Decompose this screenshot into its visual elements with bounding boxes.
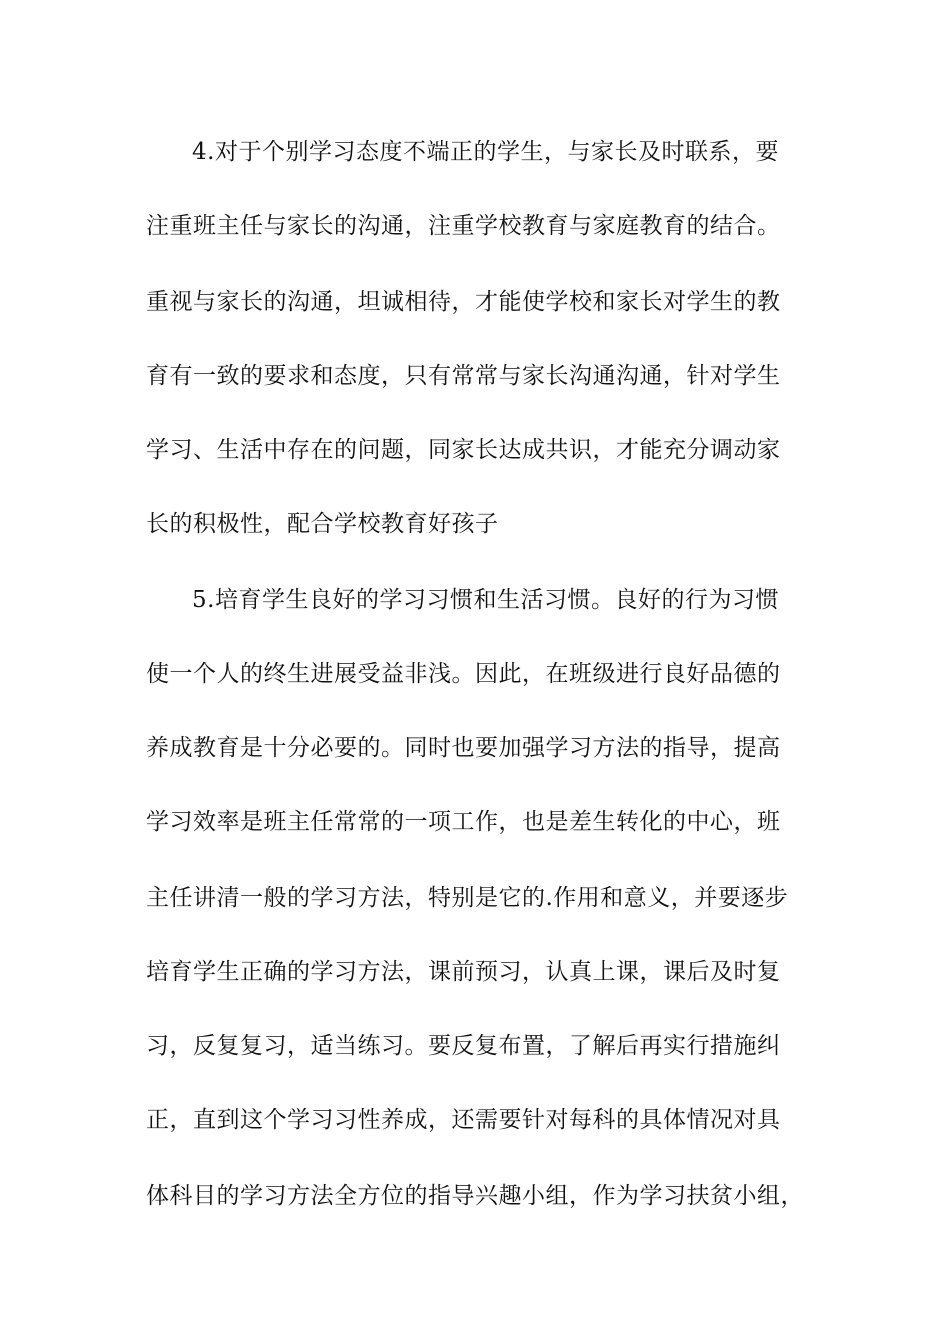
paragraph-4-line-6: 长的积极性，配合学校教育好孩子: [146, 511, 499, 537]
paragraph-4-line-5: 学习、生活中存在的问题，同家长达成共识，才能充分调动家: [146, 437, 781, 463]
paragraph-5-line-6: 培育学生正确的学习方法，课前预习，认真上课，课后及时复: [146, 959, 781, 985]
paragraph-5-line-2: 使一个人的终生进展受益非浅。因此，在班级进行良好品德的: [146, 661, 781, 687]
paragraph-4-line-1: 4.对于个别学习态度不端正的学生，与家长及时联系，要: [192, 139, 779, 165]
paragraph-4-line-4: 育有一致的要求和态度，只有常常与家长沟通沟通，针对学生: [146, 363, 781, 389]
paragraph-5-line-8: 正，直到这个学习习性养成，还需要针对每科的具体情况对具: [146, 1107, 781, 1133]
paragraph-5-line-7: 习，反复复习，适当练习。要反复布置，了解后再实行措施纠: [146, 1033, 781, 1059]
paragraph-4-line-3: 重视与家长的沟通，坦诚相待，才能使学校和家长对学生的教: [146, 289, 781, 315]
paragraph-5-line-4: 学习效率是班主任常常的一项工作，也是差生转化的中心，班: [146, 809, 781, 835]
paragraph-5-line-9: 体科目的学习方法全方位的指导兴趣小组，作为学习扶贫小组，: [146, 1183, 804, 1209]
paragraph-5-line-1: 5.培育学生良好的学习习惯和生活习惯。良好的行为习惯: [192, 587, 779, 613]
paragraph-4-line-2: 注重班主任与家长的沟通，注重学校教育与家庭教育的结合。: [146, 213, 781, 239]
paragraph-5-line-3: 养成教育是十分必要的。同时也要加强学习方法的指导，提高: [146, 735, 781, 761]
paragraph-5-line-5: 主任讲清一般的学习方法，特别是它的.作用和意义，并要逐步: [146, 885, 789, 911]
